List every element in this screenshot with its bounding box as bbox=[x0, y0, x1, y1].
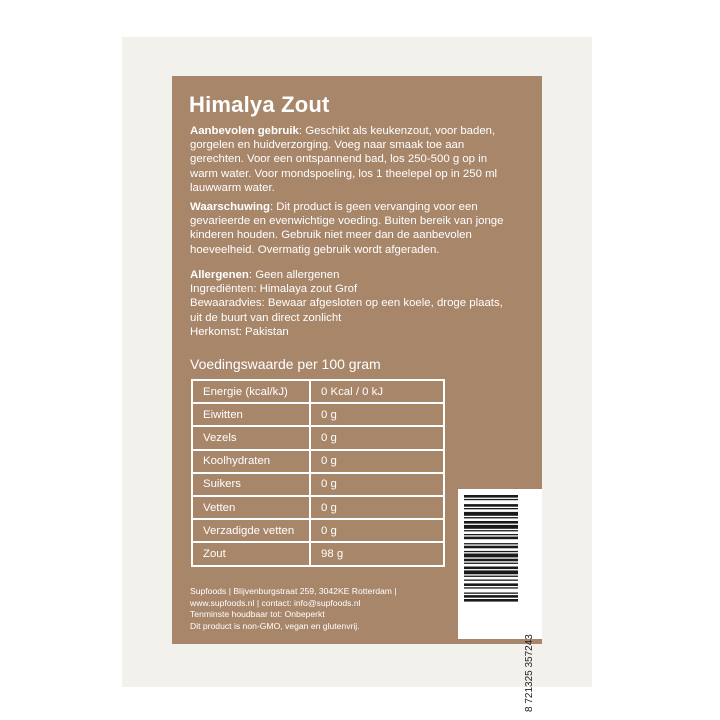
nutrient-label: Verzadigde vetten bbox=[192, 519, 310, 542]
warning-line-2: gevarieerde en evenwichtige voeding. Buiten bereik van jonge bbox=[190, 215, 504, 228]
barcode-bar bbox=[464, 504, 518, 507]
barcode-bar bbox=[464, 512, 518, 516]
barcode-bar bbox=[464, 587, 518, 588]
barcode-number: 8 721325 357243 bbox=[524, 634, 535, 712]
origin: Herkomst: Pakistan bbox=[190, 325, 289, 338]
usage-line-5: lauwwarm water. bbox=[190, 181, 275, 194]
nutrition-heading: Voedingswaarde per 100 gram bbox=[190, 356, 381, 372]
warning-line-3: kinderen houden. Gebruik niet meer dan de aanbevolen bbox=[190, 229, 472, 242]
table-row bbox=[192, 403, 444, 426]
barcode bbox=[458, 489, 542, 712]
storage-line-1: Bewaaradvies: Bewaar afgesloten op een koele, droge plaats, bbox=[190, 297, 503, 310]
nutrient-label: Energie (kcal/kJ) bbox=[192, 380, 310, 403]
nutrient-label: Zout bbox=[192, 542, 310, 565]
product-label bbox=[172, 76, 542, 712]
table-row bbox=[192, 450, 444, 473]
allergen-heading: Allergenen bbox=[190, 269, 249, 281]
barcode-bar bbox=[464, 534, 518, 535]
storage-line-2: uit de buurt van direct zonlicht bbox=[190, 311, 342, 324]
barcode-bar bbox=[464, 580, 518, 581]
usage-heading: Aanbevolen gebruik bbox=[190, 125, 299, 137]
table-row bbox=[192, 519, 444, 542]
barcode-bar bbox=[464, 570, 518, 574]
barcode-bar bbox=[464, 567, 518, 570]
ingredients: Ingrediënten: Himalaya zout Grof bbox=[190, 283, 358, 296]
nutrient-value: 0 g bbox=[310, 496, 444, 519]
warning-line-4: hoeveelheid. Overmatig gebruik wordt afgeraden. bbox=[190, 243, 440, 256]
nutrient-value: 0 g bbox=[310, 473, 444, 496]
nutrient-value: 98 g bbox=[310, 542, 444, 565]
barcode-bar bbox=[464, 530, 518, 531]
product-claims: Dit product is non-GMO, vegan en glutenvrij. bbox=[190, 620, 360, 631]
usage-line-2: gorgelen en huidverzorging. Voeg naar smaak toe aan bbox=[190, 139, 465, 152]
table-row bbox=[192, 380, 444, 403]
nutrient-label: Koolhydraten bbox=[192, 450, 310, 473]
nutrient-label: Eiwitten bbox=[192, 403, 310, 426]
nutrient-value: 0 Kcal / 0 kJ bbox=[310, 380, 444, 403]
barcode-bar bbox=[464, 525, 518, 529]
barcode-bar bbox=[464, 508, 518, 509]
barcode-bar bbox=[464, 517, 518, 518]
barcode-bar bbox=[464, 576, 518, 577]
usage-line-3: gerechten. Voor een ontspannend bad, los 250-500 g op in bbox=[190, 153, 488, 166]
warning-line-1: : Dit product is geen vervanging voor een bbox=[269, 201, 478, 213]
table-row bbox=[192, 542, 444, 565]
info-section bbox=[190, 268, 532, 339]
warning-section bbox=[190, 200, 532, 257]
usage-section bbox=[190, 124, 532, 195]
company-web: www.supfoods.nl | contact: info@supfoods.nl bbox=[190, 597, 361, 608]
nutrient-label: Vezels bbox=[192, 426, 310, 449]
product-title: Himalya Zout bbox=[189, 92, 330, 117]
nutrient-value: 0 g bbox=[310, 403, 444, 426]
barcode-number-graphic bbox=[520, 564, 536, 714]
barcode-bar bbox=[464, 537, 518, 540]
nutrient-label: Suikers bbox=[192, 473, 310, 496]
warning-heading: Waarschuwing bbox=[190, 201, 270, 213]
barcode-bar bbox=[464, 583, 518, 586]
table-row bbox=[192, 426, 444, 449]
nutrient-value: 0 g bbox=[310, 426, 444, 449]
barcode-bar bbox=[464, 543, 518, 544]
nutrient-label: Vetten bbox=[192, 496, 310, 519]
barcode-bar bbox=[464, 495, 518, 498]
barcode-bar bbox=[464, 499, 518, 500]
usage-line-1: : Geschikt als keukenzout, voor baden, bbox=[298, 125, 496, 137]
barcode-bar bbox=[464, 599, 518, 602]
table-row bbox=[192, 473, 444, 496]
usage-line-4: warm water. Voor mondspoeling, los 1 theelepel op in 250 ml bbox=[190, 167, 498, 180]
nutrition-table bbox=[191, 379, 445, 567]
barcode-bar bbox=[464, 595, 518, 598]
barcode-bar bbox=[464, 563, 518, 564]
nutrient-value: 0 g bbox=[310, 519, 444, 542]
company-address: Supfoods | Blijvenburgstraat 259, 3042KE Rotterdam | bbox=[190, 586, 397, 596]
nutrient-value: 0 g bbox=[310, 450, 444, 473]
barcode-bar bbox=[464, 521, 518, 524]
barcode-bar bbox=[464, 559, 518, 562]
table-row bbox=[192, 496, 444, 519]
company-footer bbox=[190, 586, 397, 632]
allergen-value: : Geen allergenen bbox=[248, 269, 340, 281]
barcode-bar bbox=[464, 546, 518, 549]
best-before: Tenminste houdbaar tot: Onbeperkt bbox=[190, 609, 325, 620]
barcode-bar bbox=[464, 554, 518, 558]
barcode-bar bbox=[464, 551, 518, 552]
barcode-bar bbox=[464, 593, 518, 594]
